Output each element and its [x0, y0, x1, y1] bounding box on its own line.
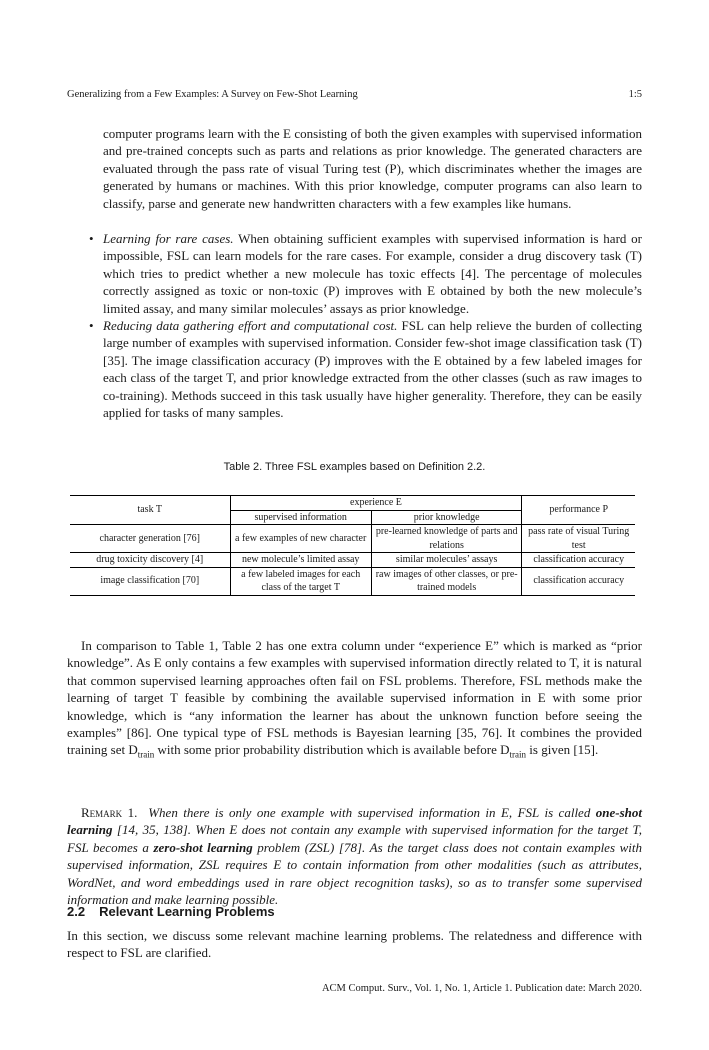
col-header-experience: experience E — [350, 497, 402, 508]
remark-label: Remark 1. — [81, 805, 138, 820]
col-header-prior: prior knowledge — [371, 510, 522, 525]
col-header-task: task T — [70, 496, 230, 525]
bullet-text: When obtaining sufficient examples with supervised information is hard or impossible, FSL can learn models for the rare cases. For example, consider a drug discovery task (T) which tries to predict whether a new molecule has toxic effects [4]. The percentage of molecules correctly assigned as toxic or non-toxic (P) improves with E obtained by both the new molecule’s limited assay, and many similar molecules’ assays as prior knowledge. — [103, 231, 643, 316]
bullet-lead: Learning for rare cases. — [103, 231, 234, 246]
remark-1: Remark 1. When there is only one example with supervised information in E, FSL is called one-shot learning [14, 35, 138]. When E does not contain any example with supervised information for the target T, FSL becomes a zero-shot learning problem (ZSL) [78]. As the target class does not contain examples with supervised information, ZSL requires E to contain information from other modalities (such as attributes, WordNet, and word embeddings used in rare object recognition tasks), so as to transfer some supervised information and make learning possible. — [67, 805, 642, 908]
page-footer: ACM Comput. Surv., Vol. 1, No. 1, Article 1. Publication date: March 2020. — [321, 983, 642, 994]
term-zero-shot: zero-shot learning — [153, 839, 253, 855]
section-intro-paragraph: In this section, we discuss some relevant machine learning problems. The relatedness and difference with respect to FSL are clarified. — [67, 928, 642, 961]
col-header-performance: performance P — [522, 496, 635, 525]
bullet-text: FSL can help relieve the burden of collecting large number of examples with supervised information. Consider few-shot image classification task (T) [35]. The image classification accuracy (P) improves with the E obtained by a few labeled images for each class of the target T, and prior knowledge extracted from the other classes (such as raw images to co-training). Methods succeed in this task usually have higher generality. Therefore, they can be easily applied for tasks of many samples. — [103, 318, 643, 421]
bullet-list — [67, 230, 642, 421]
table-row: image classification [70] a few labeled images for each class of the target T raw images of other classes, or pre-trained models classification accuracy — [70, 567, 635, 595]
table-row: character generation [76] a few examples of new character pre-learned knowledge of parts and relations pass rate of visual Turing test — [70, 525, 635, 553]
table-row: drug toxicity discovery [4] new molecule’s limited assay similar molecules’ assays classification accuracy — [70, 553, 635, 568]
bullet-dot-icon: • — [89, 318, 94, 334]
page-number: 1:5 — [628, 89, 642, 100]
fsl-examples-table — [70, 495, 635, 596]
section-number: 2.2 — [67, 904, 86, 919]
bullet-item — [67, 230, 642, 317]
section-heading — [67, 904, 275, 919]
section-title: Relevant Learning Problems — [99, 904, 275, 919]
bullet-lead: Reducing data gathering effort and computational cost. — [103, 318, 398, 334]
table-caption: Table 2. Three FSL examples based on Definition 2.2. — [223, 461, 486, 473]
header-title: Generalizing from a Few Examples: A Survey on Few-Shot Learning — [67, 89, 358, 100]
term-one-shot: one-shot learning — [67, 805, 642, 838]
col-header-supervised: supervised information — [230, 510, 371, 525]
bullet-dot-icon: • — [89, 231, 94, 246]
comparison-paragraph: In comparison to Table 1, Table 2 has one extra column under “experience E” which is marked as “prior knowledge”. As E only contains a few examples with supervised information directly related to T, it is natural that common supervised learning approaches often fail on FSL problems. Therefore, FSL methods make the learning of target T feasible by combining the available supervised information in E with some prior knowledge, which is “any information the learner has about the unknown function before seeing the examples” [86]. One typical type of FSL methods is Bayesian learning [35, 76]. It combines the provided training set $D_{train}$ with some prior probability distribution which is available before $D_{train}$ is given [15]. — [67, 638, 642, 761]
continuation-paragraph: computer programs learn with the E consisting of both the given examples with supervised information and pre-trained concepts such as parts and relations as prior knowledge. The generated characters are evaluated through the pass rate of visual Turing test (P), which discriminates whether the images are generated by humans or machines. With this prior knowledge, computer programs can also learn to classify, parse and generate new handwritten characters with a few examples like humans. — [103, 126, 642, 211]
bullet-item — [67, 317, 642, 421]
running-header — [67, 89, 642, 100]
